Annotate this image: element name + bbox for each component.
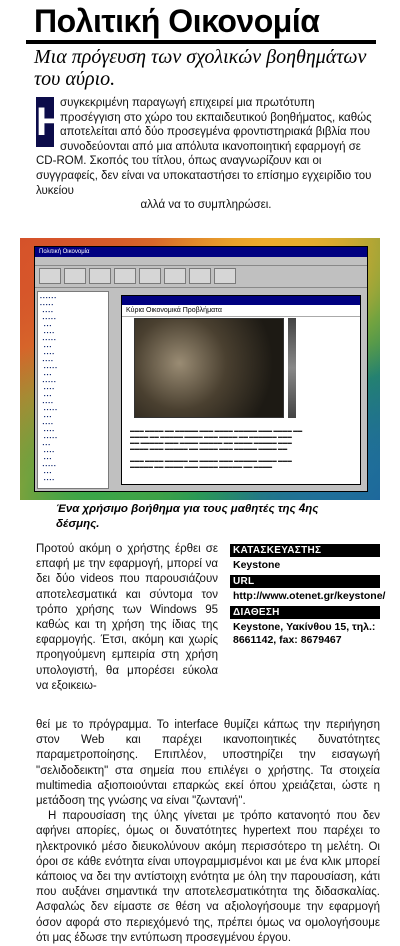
intro-paragraph bbox=[36, 96, 376, 213]
distribution-label: ΔΙΑΘΕΣΗ bbox=[230, 606, 380, 619]
url-label: URL bbox=[230, 575, 380, 588]
chapter-tree: ▪ ▪ ▪ ▪ ▪ ▪ ▪ ▪ ▪ ▪ ▪ ▪ ▪ ▪ ▪ ▪ ▪ ▪ ▪ ▪ ▪ ▪ ▪ ▪ ▪ ▪ ▪ ▪ ▪ ▪ ▪ ▪ ▪ ▪ ▪ ▪ ▪ ▪ ▪ ▪ ▪ ▪ ▪ ▪ ▪ ▪ ▪ ▪ ▪ ▪ ▪ ▪ ▪ ▪ ▪ ▪ ▪ ▪ ▪ ▪ ▪ ▪ ▪ ▪ ▪ ▪ ▪ ▪ ▪ ▪ ▪ ▪ ▪ ▪ ▪ ▪ ▪ ▪ ▪ ▪ ▪ ▪ ▪ ▪ ▪ ▪ ▪ ▪ ▪ ▪ ▪ ▪ ▪ ▪ ▪ ▪ ▪ ▪ ▪ ▪ ▪ ▪ ▪ ▪ ▪ ▪ ▪ ▪ ▪ ▪ bbox=[37, 291, 109, 489]
toolbar-button bbox=[139, 268, 161, 284]
toolbar-button bbox=[164, 268, 186, 284]
window-toolbar bbox=[35, 266, 367, 288]
toolbar-button bbox=[114, 268, 136, 284]
body-paragraph-1: Προτού ακόμη ο χρήστης έρθει σε επαφή με την εφαρμογή, μπορεί να δει δύο videos που παρουσιάζουν αποτελεσματικά και σύντομα τον τρόπο χρήσης των Windows 95 καθώς και τη χρήση της ίδιας της εφαρμογής. Έτσι, ακόμη και χωρίς προηγούμενη εμπειρία στη χρήση υπολογιστή, θα μπορέσει εύκολα να εξοικειω- bbox=[36, 543, 218, 692]
window-body bbox=[37, 291, 365, 489]
software-screenshot-figure bbox=[20, 238, 380, 500]
toolbar-button bbox=[89, 268, 111, 284]
article-title: Πολιτική Οικονομία bbox=[34, 3, 320, 39]
body-full-width bbox=[36, 718, 380, 946]
intro-last-line: αλλά να το συμπληρώσει. bbox=[140, 199, 272, 212]
content-photo bbox=[134, 318, 284, 418]
toolbar-button bbox=[189, 268, 211, 284]
maker-value: Keystone bbox=[233, 559, 281, 571]
photo-scrollbar bbox=[288, 318, 296, 418]
article-subtitle: Μια πρόγευση των σχολικών βοηθημάτων του αύριο. bbox=[34, 46, 367, 90]
toolbar-button bbox=[64, 268, 86, 284]
app-window bbox=[34, 246, 368, 492]
content-pane-heading: Κύρια Οικονομικά Προβλήματα bbox=[122, 305, 360, 317]
body-paragraph-1-continued: θεί με το πρόγραμμα. Το interface θυμίζει κάπως την περιήγηση στον Web και παρέχει ικανοποιητικές δυνατότητες παραμετροποίησης. Επιπλέον, υποστηρίζει την εισαγωγή "σελιδοδεικτη" στα σημεία που επιλέγει ο χρήστης. Τα στοιχεία multimedia αξιοποιούνται επαρκώς εκεί όπου χρειάζεται, ώστε η μετάδοση της γνώσης να είναι "ζωντανή". bbox=[36, 719, 380, 808]
content-pane-text: ▬▬▬ ▬▬▬▬ ▬▬ ▬▬▬▬▬ ▬▬▬ ▬▬▬▬ ▬▬▬▬▬ ▬▬▬ ▬▬▬▬ ▬▬ ▬▬▬▬ ▬▬ ▬▬▬▬▬ ▬▬▬▬ ▬▬▬ ▬▬▬▬ ▬▬ ▬▬▬▬▬▬ ▬▬▬ ▬▬ ▬▬▬▬▬ ▬▬▬ ▬▬▬▬ ▬▬▬▬▬ ▬▬ ▬▬▬▬ ▬▬▬▬▬ ▬▬▬ ▬▬▬▬ ▬▬▬ ▬▬▬▬▬ ▬▬ ▬▬▬▬ ▬▬▬ ▬▬▬▬▬ ▬▬▬▬ ▬▬ ▬▬▬ ▬▬▬▬ ▬▬▬▬▬ ▬▬ ▬▬▬▬ ▬▬▬ ▬▬▬▬▬ ▬▬▬▬ ▬▬▬ ▬▬▬▬▬ ▬▬ ▬▬▬▬ ▬▬▬ ▬▬▬▬ ▬▬▬▬▬ ▬▬ ▬▬▬▬ bbox=[130, 428, 303, 469]
product-info-box bbox=[230, 544, 386, 650]
window-titlebar: Πολιτική Οικονομία bbox=[35, 247, 367, 257]
url-value: http://www.otenet.gr/keystone/ bbox=[233, 590, 386, 602]
window-menubar bbox=[35, 257, 367, 266]
maker-label: ΚΑΤΑΣΚΕΥΑΣΤΗΣ bbox=[230, 544, 380, 557]
drop-cap: Η bbox=[36, 97, 54, 147]
toolbar-button bbox=[39, 268, 61, 284]
title-rule bbox=[26, 40, 376, 44]
content-pane bbox=[121, 295, 361, 485]
content-pane-titlebar bbox=[122, 296, 360, 305]
intro-text: συγκεκριμένη παραγωγή επιχειρεί μια πρωτότυπη προσέγγιση στο χώρο του εκπαιδευτικού βοηθήματος, καθώς αποτελείται από δύο προσεγμένα φροντιστηριακά βιβλία που συνοδεύονται από μια απόλυτα ικανοποιητική εφαρμογή σε CD-ROM. Σκοπός του τίτλου, όπως αναγνωρίζουν και οι συγγραφείς, δεν είναι να υποκαταστήσει το επίσημο εγχειρίδιο του λυκείου bbox=[36, 97, 372, 197]
body-paragraph-2: Η παρουσίαση της ύλης γίνεται με τρόπο κατανοητό που δεν αφήνει απορίες, όμως οι δυνατότητες hypertext που παρέχει το ηλεκτρονικό μέσο διευκολύνουν ακόμη περισσότερο τη μελέτη. Οι όροι σε κάθε ενότητα είναι υπογραμμισμένοι και με ένα κλικ μπορεί κάποιος να δει την αντίστοιχη ενότητα με όλη την παρουσίαση, κάτι που αυξάνει σημαντικά την αποτελεσματικότητα της διδασκαλίας. Ασφαλώς δεν είμαστε σε θέση να αξιολογήσουμε την εφαρμογή όσον αφορά στο περιεχόμενό της, πρέπει όμως να ομολογήσουμε ότι μας έδωσε την εντύπωση προσεγμένου έργου. bbox=[36, 810, 380, 944]
figure-caption: Ένα χρήσιμο βοήθημα για τους μαθητές της 4ης δέσμης. bbox=[20, 500, 380, 538]
toolbar-button bbox=[214, 268, 236, 284]
distribution-value: Keystone, Υακίνθου 15, τηλ.: 8661142, fax: 8679467 bbox=[233, 621, 376, 646]
